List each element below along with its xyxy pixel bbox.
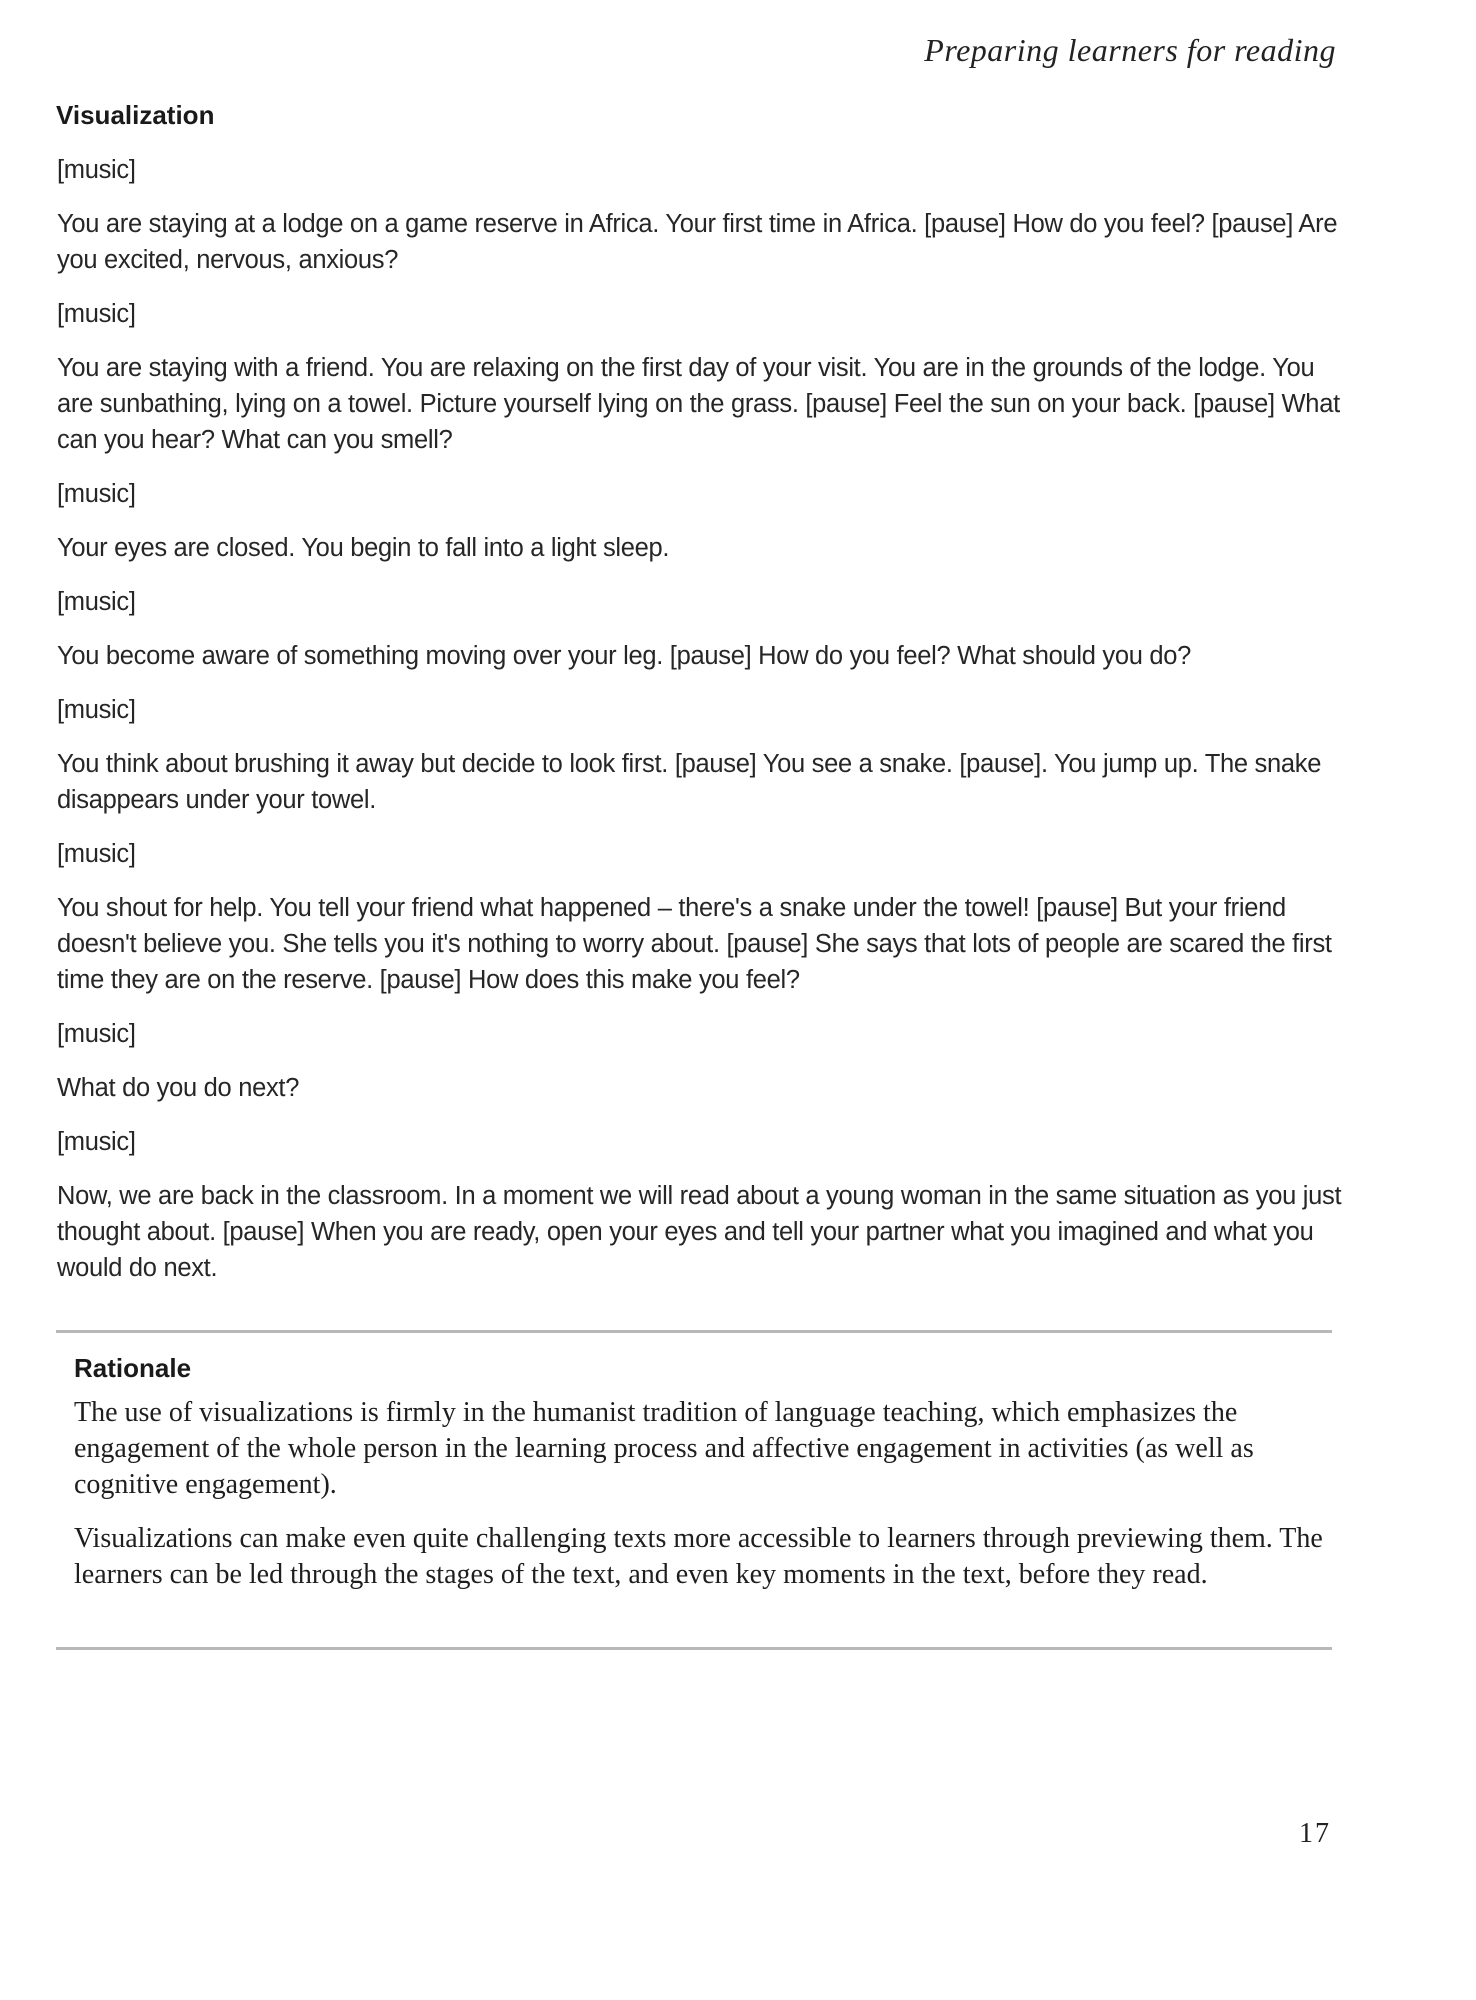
running-head: Preparing learners for reading bbox=[924, 32, 1336, 68]
section-title: Visualization bbox=[56, 100, 215, 130]
script-paragraph: You are staying with a friend. You are relaxing on the first day of your visit. You are in the grounds of the lodge. You are sunbathing, lying on a towel. Picture yourself lying on the grass. [pause] Feel the sun on your back. [pause] What can you hear? What can you smell? bbox=[57, 354, 1340, 454]
script-paragraph: [music] bbox=[57, 300, 136, 328]
script-paragraph: [music] bbox=[57, 480, 136, 508]
script-paragraph: You become aware of something moving over your leg. [pause] How do you feel? What should you do? bbox=[57, 642, 1192, 670]
visualization-script bbox=[57, 152, 1347, 1304]
script-paragraph: [music] bbox=[57, 156, 136, 184]
script-paragraph: What do you do next? bbox=[57, 1074, 300, 1102]
rationale-paragraph: The use of visualizations is firmly in the humanist tradition of language teaching, which emphasizes the engagement of the whole person in the learning process and affective engagement in activities (as well as cognitive engagement). bbox=[74, 1397, 1254, 1500]
rationale-paragraph: Visualizations can make even quite challenging texts more accessible to learners through previewing them. The learners can be led through the stages of the text, and even key moments in the text, before they read. bbox=[74, 1523, 1323, 1590]
script-paragraph: You think about brushing it away but decide to look first. [pause] You see a snake. [pause]. You jump up. The snake disappears under your towel. bbox=[57, 750, 1322, 814]
rationale-title: Rationale bbox=[74, 1353, 192, 1383]
script-paragraph: [music] bbox=[57, 696, 136, 724]
rationale-box bbox=[56, 1330, 1332, 1650]
script-paragraph: [music] bbox=[57, 1128, 136, 1156]
script-paragraph: [music] bbox=[57, 588, 136, 616]
script-paragraph: Now, we are back in the classroom. In a moment we will read about a young woman in the same situation as you just thought about. [pause] When you are ready, open your eyes and tell your partner what you imagined and what you would do next. bbox=[57, 1182, 1342, 1282]
script-paragraph: [music] bbox=[57, 840, 136, 868]
script-paragraph: Your eyes are closed. You begin to fall into a light sleep. bbox=[57, 534, 670, 562]
page-number: 17 bbox=[1299, 1818, 1331, 1849]
rationale-body bbox=[74, 1395, 1324, 1611]
script-paragraph: [music] bbox=[57, 1020, 136, 1048]
script-paragraph: You are staying at a lodge on a game reserve in Africa. Your first time in Africa. [pause] How do you feel? [pause] Are you excited, nervous, anxious? bbox=[57, 210, 1338, 274]
script-paragraph: You shout for help. You tell your friend what happened – there's a snake under the towel! [pause] But your friend doesn't believe you. She tells you it's nothing to worry about. [pause] She says that lots of people are scared the first time they are on the reserve. [pause] How does this make you feel? bbox=[57, 894, 1332, 994]
